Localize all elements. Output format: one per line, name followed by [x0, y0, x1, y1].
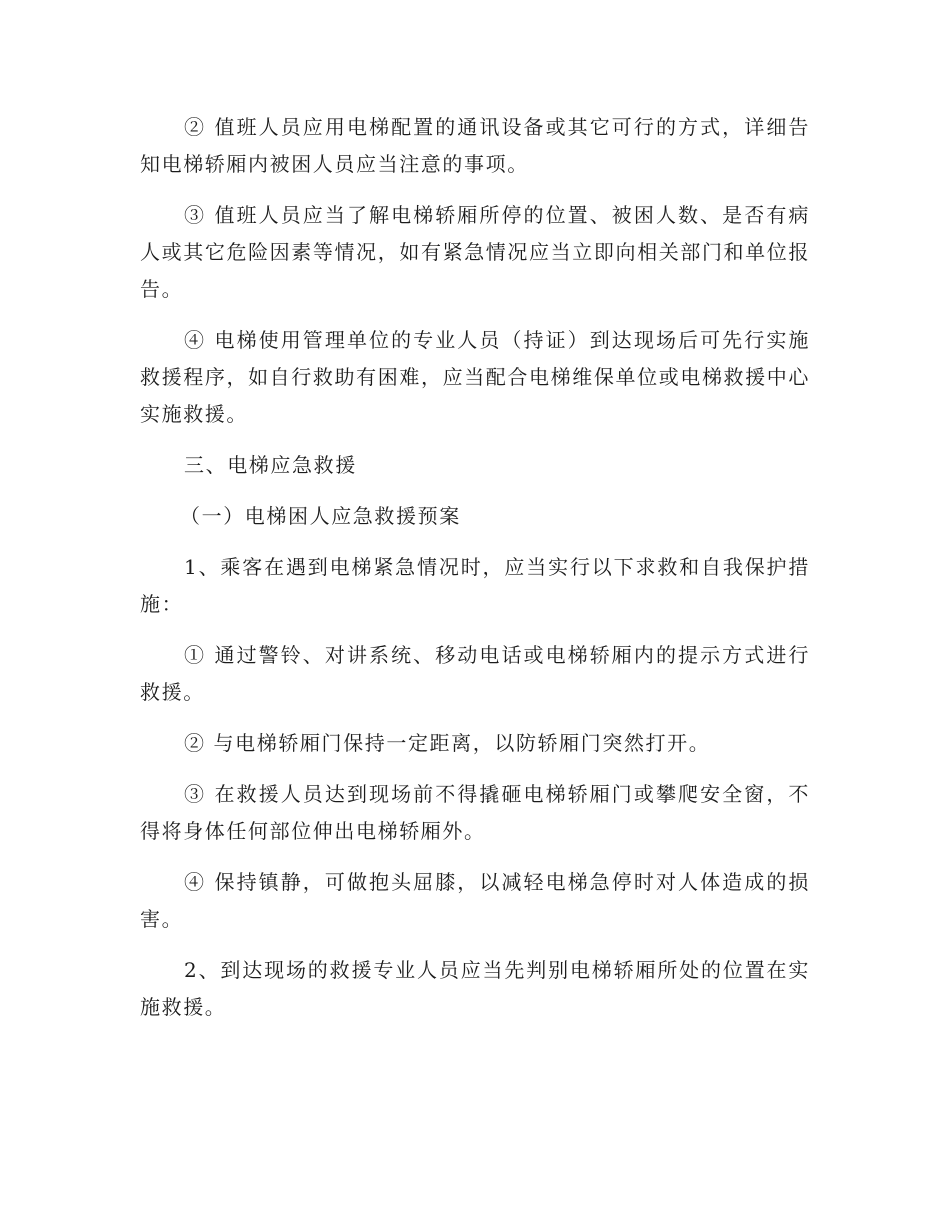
paragraph-passenger-measures: 1、乘客在遇到电梯紧急情况时，应当实行以下求救和自我保护措施： — [140, 555, 810, 616]
paragraph-step-3-assess: ③ 值班人员应当了解电梯轿厢所停的位置、被困人数、是否有病人或其它危险因素等情况，如有紧急情况应当立即向相关部门和单位报告。 — [140, 203, 810, 301]
paragraph-measure-3-no-forcing: ③ 在救援人员达到现场前不得撬砸电梯轿厢门或攀爬安全窗，不得将身体任何部位伸出电梯轿厢外。 — [140, 782, 810, 843]
paragraph-measure-2-distance: ② 与电梯轿厢门保持一定距离，以防轿厢门突然打开。 — [184, 731, 711, 755]
paragraph-step-2-notify: ② 值班人员应用电梯配置的通讯设备或其它可行的方式，详细告知电梯轿厢内被困人员应当注意的事项。 — [140, 115, 810, 176]
paragraph-measure-4-stay-calm: ④ 保持镇静，可做抱头屈膝，以减轻电梯急停时对人体造成的损害。 — [140, 870, 810, 931]
paragraph-measure-1-alarm: ① 通过警铃、对讲系统、移动电话或电梯轿厢内的提示方式进行救援。 — [140, 643, 810, 704]
paragraph-rescuer-position-check: 2、到达现场的救援专业人员应当先判别电梯轿厢所处的位置在实施救援。 — [140, 958, 810, 1019]
section-heading-emergency-rescue: 三、电梯应急救援 — [184, 453, 357, 477]
paragraph-step-4-rescue: ④ 电梯使用管理单位的专业人员（持证）到达现场后可先行实施救援程序，如自行救助有困难，应当配合电梯维保单位或电梯救援中心实施救援。 — [140, 328, 810, 426]
subsection-heading-trapped-plan: （一）电梯困人应急救援预案 — [180, 504, 461, 528]
document-body — [140, 109, 810, 1040]
